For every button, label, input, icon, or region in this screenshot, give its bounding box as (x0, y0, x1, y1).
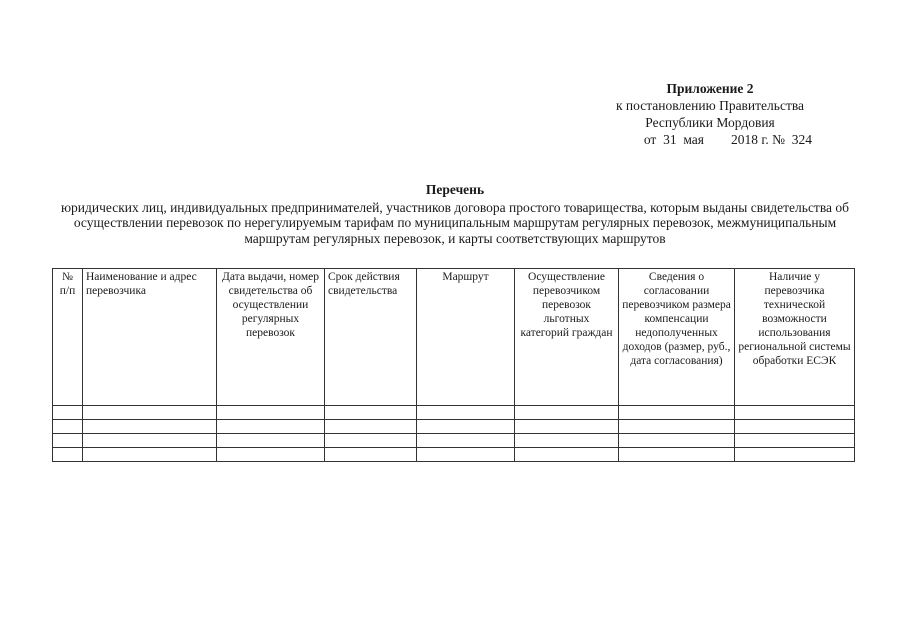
header-number: № п/п (53, 269, 83, 406)
table-cell (53, 448, 83, 462)
table-cell (417, 420, 515, 434)
heading-text: юридических лиц, индивидуальных предпринимателей, участников договора простого товарищества, которым выданы свидетельства об осуществлении перевозок по нерегулируемым тарифам по муниципальным маршрутам регулярных перевозок, межмуниципальным маршрутам регулярных перевозок, и карты соответствующих маршрутов (60, 199, 850, 246)
table-cell (735, 420, 855, 434)
table-cell (735, 448, 855, 462)
appendix-block (560, 80, 860, 148)
table-cell (217, 406, 325, 420)
table-cell (515, 448, 619, 462)
table-row (53, 420, 855, 434)
table-row (53, 448, 855, 462)
table-cell (515, 420, 619, 434)
table-cell (325, 434, 417, 448)
table-cell (83, 406, 217, 420)
carriers-table (52, 268, 855, 462)
table-cell (217, 434, 325, 448)
table-cell (619, 420, 735, 434)
appendix-title: Приложение 2 (666, 81, 754, 96)
document-heading (40, 182, 870, 246)
header-issue-date: Дата выдачи, номер свидетельства об осуществлении регулярных перевозок (217, 269, 325, 406)
table-cell (735, 434, 855, 448)
table-cell (619, 434, 735, 448)
appendix-line-2: Республики Мордовия (645, 115, 775, 130)
heading-title: Перечень (425, 182, 485, 197)
table-cell (325, 406, 417, 420)
table-cell (619, 448, 735, 462)
table-cell (83, 448, 217, 462)
header-carrier-name: Наименование и адрес перевозчика (83, 269, 217, 406)
table-cell (53, 420, 83, 434)
header-compensation: Сведения о согласовании перевозчиком размера компенсации недополученных доходов (размер, руб., дата согласования) (619, 269, 735, 406)
appendix-dateline: от 31 мая 2018 г. № 324 (643, 132, 812, 147)
table-cell (53, 406, 83, 420)
table-cell (83, 420, 217, 434)
header-preferential: Осуществление перевозчиком перевозок льготных категорий граждан (515, 269, 619, 406)
table-cell (417, 448, 515, 462)
header-esek: Наличие у перевозчика технической возможности использования региональной системы обработки ЕСЭК (735, 269, 855, 406)
table-cell (83, 434, 217, 448)
table-cell (619, 406, 735, 420)
table-cell (417, 434, 515, 448)
table-cell (325, 448, 417, 462)
table-cell (515, 406, 619, 420)
table-cell (217, 448, 325, 462)
table-cell (325, 420, 417, 434)
table-row (53, 406, 855, 420)
table-header-row (53, 269, 855, 406)
table-cell (515, 434, 619, 448)
table-cell (417, 406, 515, 420)
header-validity: Срок действия свидетельства (325, 269, 417, 406)
table-cell (217, 420, 325, 434)
table-row (53, 434, 855, 448)
header-route: Маршрут (417, 269, 515, 406)
table-cell (53, 434, 83, 448)
appendix-line-1: к постановлению Правительства (615, 98, 805, 113)
table-cell (735, 406, 855, 420)
